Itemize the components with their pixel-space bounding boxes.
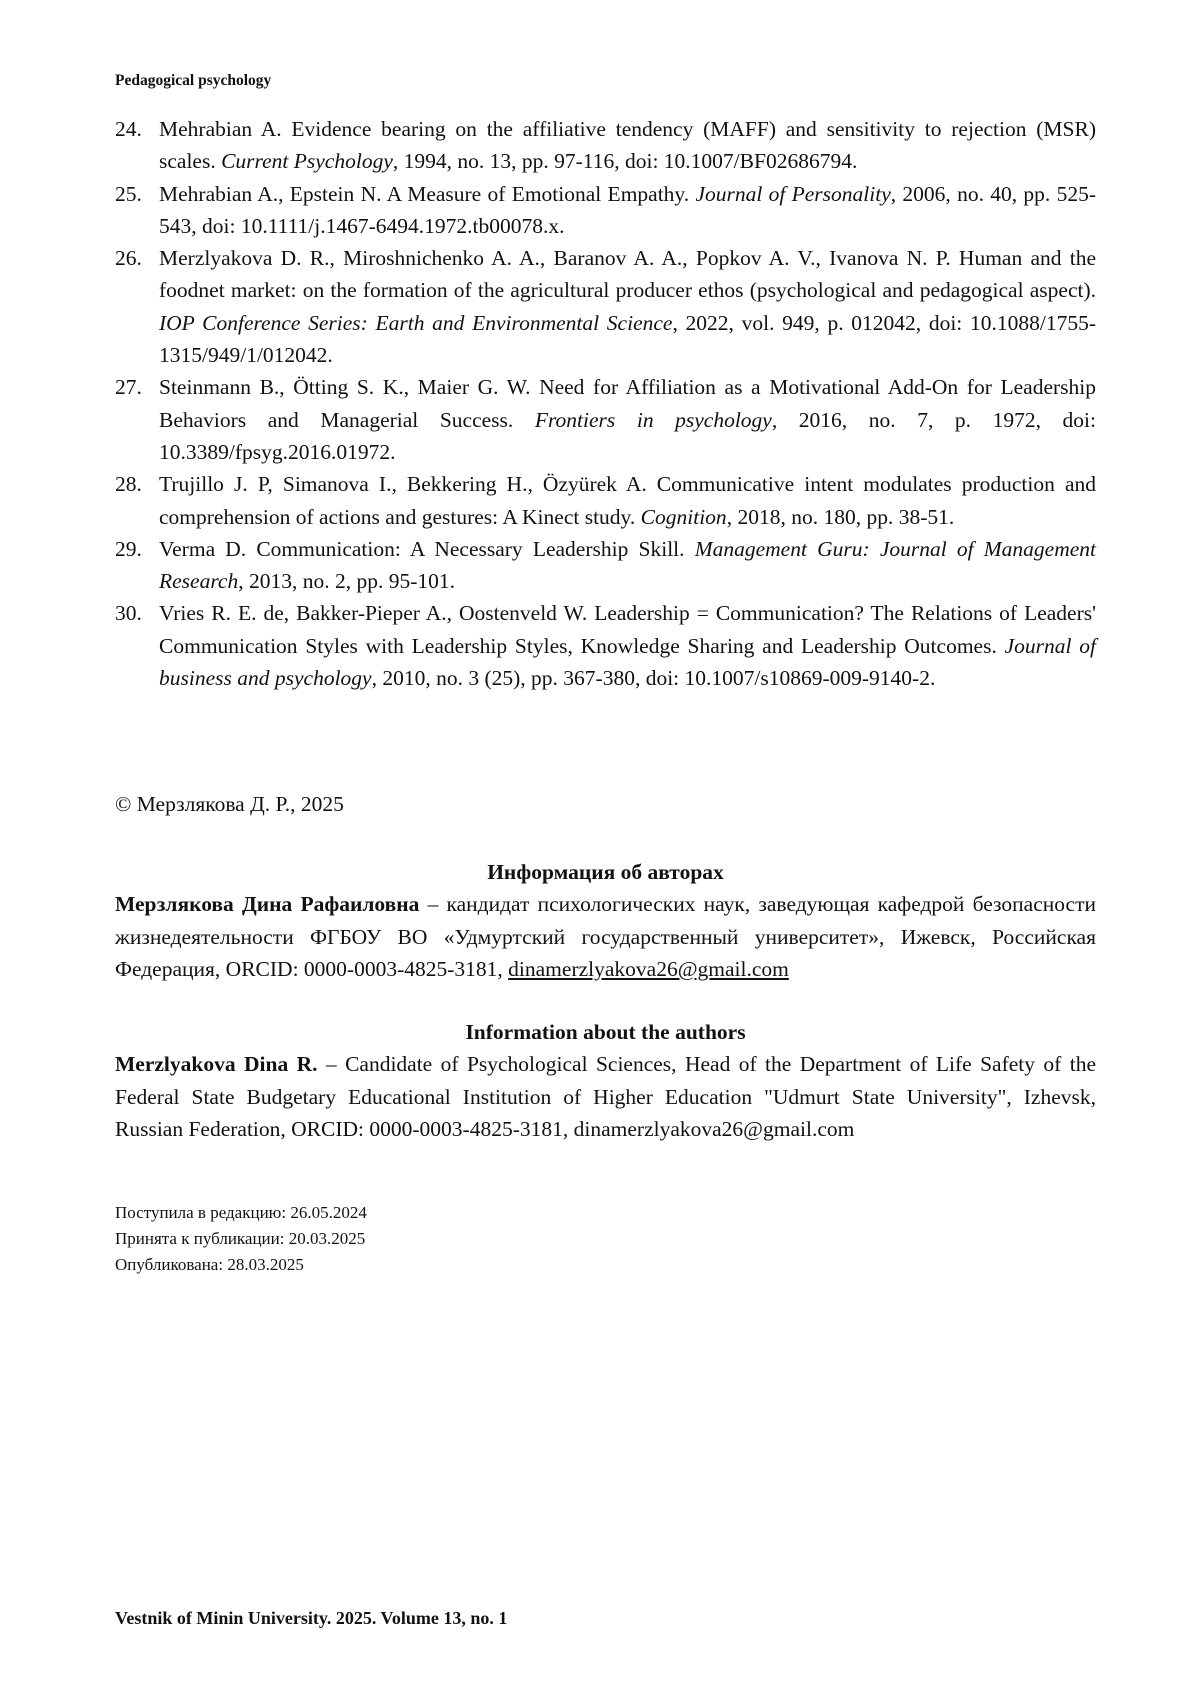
reference-item xyxy=(115,533,1096,598)
reference-journal: Frontiers in psychology xyxy=(534,407,772,432)
author-description-ru: – кандидат психологических наук, заведующая кафедрой безопасности жизнедеятельности ФГБОУ ВО «Удмуртский государственный университет», Ижевск, Российская Федерация, ORCID: 0000-0003-4825-3181, xyxy=(115,892,1096,981)
author-info-ru xyxy=(115,856,1096,985)
reference-journal: Journal of Personality xyxy=(695,181,891,206)
reference-details: , 2022, vol. 949, p. 012042, doi: 10.1088/1755-1315/949/1/012042. xyxy=(159,310,1096,368)
author-info-en-body xyxy=(115,1048,1096,1145)
reference-journal: Cognition xyxy=(640,504,727,529)
reference-number: 28. xyxy=(115,472,142,497)
author-info-ru-title: Информация об авторах xyxy=(487,860,724,884)
reference-text: Merzlyakova D. R., Miroshnichenko A. A., Baranov A. A., Popkov A. V., Ivanova N. P. Human and the foodnet market: on the formation of the agricultural producer ethos (psychological and pedagogical aspect). xyxy=(159,246,1096,303)
copyright-notice: © Мерзлякова Д. Р., 2025 xyxy=(115,792,344,816)
reference-list xyxy=(115,113,1096,694)
reference-item xyxy=(115,597,1096,694)
author-email-en: dinamerzlyakova26@gmail.com xyxy=(573,1116,855,1141)
reference-item xyxy=(115,178,1096,243)
reference-text: Trujillo J. P, Simanova I., Bekkering H., Özyürek A. Communicative intent modulates production and comprehension of actions and gestures: A Kinect study. xyxy=(159,472,1096,529)
reference-number: 25. xyxy=(115,181,142,206)
reference-details: , 2010, no. 3 (25), pp. 367-380, doi: 10.1007/s10869-009-9140-2. xyxy=(371,666,936,691)
reference-details: , 2006, no. 40, pp. 525-543, doi: 10.1111/j.1467-6494.1972.tb00078.x. xyxy=(159,181,1096,238)
reference-number: 29. xyxy=(115,536,142,561)
reference-number: 30. xyxy=(115,601,142,626)
author-description-en: – Candidate of Psychological Sciences, Head of the Department of Life Safety of the Federal State Budgetary Educational Institution of Higher Education "Udmurt State University", Izhevsk, Russian Federation, ORCID: 0000-0003-4825-3181, xyxy=(115,1052,1096,1141)
reference-details: , 2016, no. 7, p. 1972, doi: 10.3389/fpsyg.2016.01972. xyxy=(159,407,1096,464)
reference-text: Steinmann B., Ötting S. K., Maier G. W. Need for Affiliation as a Motivational Add-On for Leadership Behaviors and Managerial Success. xyxy=(159,375,1096,432)
reference-text: Vries R. E. de, Bakker-Pieper A., Oostenveld W. Leadership = Communication? The Relations of Leaders' Communication Styles with Leadership Styles, Knowledge Sharing and Leadership Outcomes. xyxy=(159,601,1096,658)
reference-item xyxy=(115,242,1096,371)
reference-number: 26. xyxy=(115,246,142,271)
reference-journal: Management Guru: Journal of Management Research xyxy=(159,536,1096,594)
date-published: Опубликована: 28.03.2025 xyxy=(115,1255,304,1274)
reference-details: , 1994, no. 13, pp. 97-116, doi: 10.1007/BF02686794. xyxy=(392,149,858,174)
reference-text: Verma D. Communication: A Necessary Leadership Skill. xyxy=(159,536,695,561)
reference-journal: Current Psychology xyxy=(221,149,393,174)
author-info-ru-body xyxy=(115,888,1096,985)
author-info-en-title: Information about the authors xyxy=(465,1020,746,1044)
reference-number: 27. xyxy=(115,375,142,400)
reference-text: Mehrabian A., Epstein N. A Measure of Emotional Empathy. xyxy=(159,181,696,206)
author-info-en xyxy=(115,1016,1096,1145)
date-accepted: Принята к публикации: 20.03.2025 xyxy=(115,1229,366,1248)
publication-dates xyxy=(115,1200,367,1278)
reference-journal: Journal of business and psychology xyxy=(159,633,1096,691)
reference-journal: IOP Conference Series: Earth and Environmental Science xyxy=(159,310,673,335)
reference-details: , 2013, no. 2, pp. 95-101. xyxy=(238,569,455,594)
reference-item xyxy=(115,113,1096,178)
date-received: Поступила в редакцию: 26.05.2024 xyxy=(115,1203,367,1222)
reference-details: , 2018, no. 180, pp. 38-51. xyxy=(726,504,955,529)
reference-text: Mehrabian A. Evidence bearing on the affiliative tendency (MAFF) and sensitivity to rejection (MSR) scales. xyxy=(159,117,1096,174)
author-name-en: Merzlyakova Dina R. xyxy=(115,1052,318,1077)
running-footer: Vestnik of Minin University. 2025. Volume 13, no. 1 xyxy=(115,1608,508,1628)
running-header: Pedagogical psychology xyxy=(115,72,272,89)
author-name-ru: Мерзлякова Дина Рафаиловна xyxy=(115,892,420,917)
reference-item xyxy=(115,371,1096,468)
reference-number: 24. xyxy=(115,117,142,141)
author-email-link[interactable]: dinamerzlyakova26@gmail.com xyxy=(508,956,789,981)
reference-item xyxy=(115,468,1096,533)
